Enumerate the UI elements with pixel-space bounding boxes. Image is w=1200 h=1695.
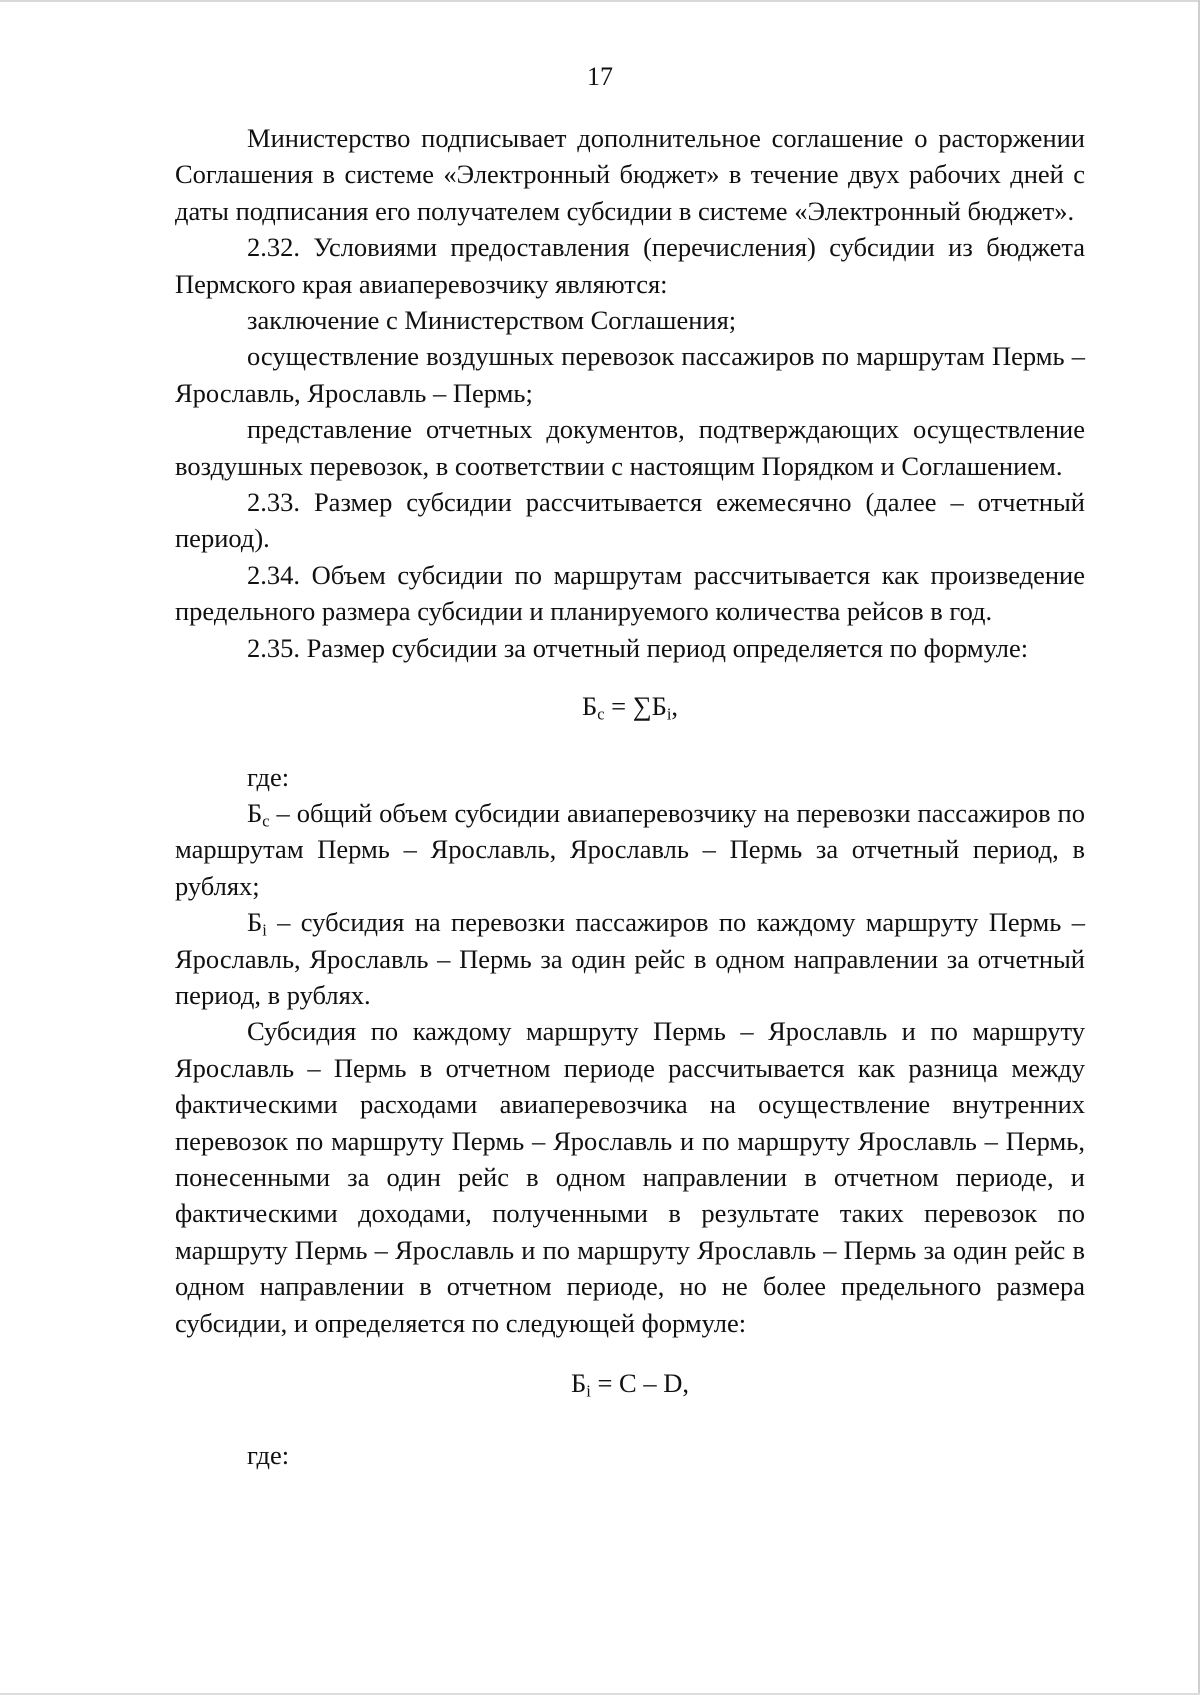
paragraph-2-35: 2.35. Размер субсидии за отчетный период определяется по формуле: xyxy=(247,632,1029,663)
formula-2-rhs: = C – D, xyxy=(590,1368,689,1398)
document-body xyxy=(175,120,1085,1474)
formula-total-subsidy xyxy=(175,688,1085,724)
paragraph-2-32: 2.32. Условиями предоставления (перечисления) субсидии из бюджета Пермского края авиаперевозчику являются: xyxy=(175,232,1085,299)
formula-1-lhs-sub: с xyxy=(597,704,605,724)
scan-edge-top xyxy=(0,0,1200,2)
definition-bi xyxy=(175,904,1085,1013)
page-number: 17 xyxy=(587,62,613,91)
definition-bc-sub: с xyxy=(262,811,270,831)
where-label-2: где: xyxy=(247,1440,290,1471)
formula-1-rhs: = ∑Б xyxy=(604,691,667,722)
formula-1-tail: , xyxy=(671,691,679,722)
formula-1-lhs: Б xyxy=(581,691,598,722)
definition-bc xyxy=(175,795,1085,904)
where-label-1: где: xyxy=(247,761,290,792)
formula-1-rhs-sub: i xyxy=(666,704,672,724)
formula-route-subsidy xyxy=(175,1365,1085,1401)
paragraph-termination: Министерство подписывает дополнительное соглашение о расторжении Соглашения в системе «Электронный бюджет» в течение двух рабочих дней с даты подписания его получателем субсидии в системе «Электронный бюджет». xyxy=(175,123,1085,226)
formula-2-lhs: Б xyxy=(571,1368,587,1398)
definition-bi-text: – субсидия на перевозки пассажиров по каждому маршруту Пермь – Ярославль, Ярославль – Пермь за один рейс в одном направлении за отчетный период, в рублях. xyxy=(175,907,1085,1010)
definition-bi-symbol: Б xyxy=(247,907,263,938)
paragraph-2-34: 2.34. Объем субсидии по маршрутам рассчитывается как произведение предельного размера субсидии и планируемого количества рейсов в год. xyxy=(175,559,1085,627)
definition-bc-text: – общий объем субсидии авиаперевозчику на перевозки пассажиров по маршрутам Пермь – Ярославль, Ярославль – Пермь за отчетный период, в рублях; xyxy=(175,797,1085,901)
paragraph-2-33: 2.33. Размер субсидии рассчитывается ежемесячно (далее – отчетный период). xyxy=(175,487,1085,554)
paragraph-subsidy-calculation: Субсидия по каждому маршруту Пермь – Ярославль и по маршруту Ярославль – Пермь в отчетном периоде рассчитывается как разница между фактическими расходами авиаперевозчика на осуществление внутренних перевозок по маршруту Пермь – Ярославль и по маршруту Ярославль – Пермь, понесенными за один рейс в одном направлении в отчетном периоде, и фактическими доходами, полученными в результате таких перевозок по маршруту Пермь – Ярославль и по маршруту Ярославль – Пермь за один рейс в одном направлении в отчетном периоде, но не более предельного размера субсидии, и определяется по следующей формуле: xyxy=(175,1016,1085,1338)
formula-2-lhs-sub: i xyxy=(586,1381,591,1401)
paragraph-condition-flights: осуществление воздушных перевозок пассажиров по маршрутам Пермь – Ярославль, Ярославль – Пермь; xyxy=(175,341,1085,408)
definition-bi-sub: i xyxy=(262,920,267,940)
paragraph-condition-reports: представление отчетных документов, подтверждающих осуществление воздушных перевозок, в соответствии с настоящим Порядком и Соглашением. xyxy=(175,414,1085,481)
definition-bc-symbol: Б xyxy=(247,797,263,828)
paragraph-condition-agreement: заключение с Министерством Соглашения; xyxy=(247,305,737,336)
